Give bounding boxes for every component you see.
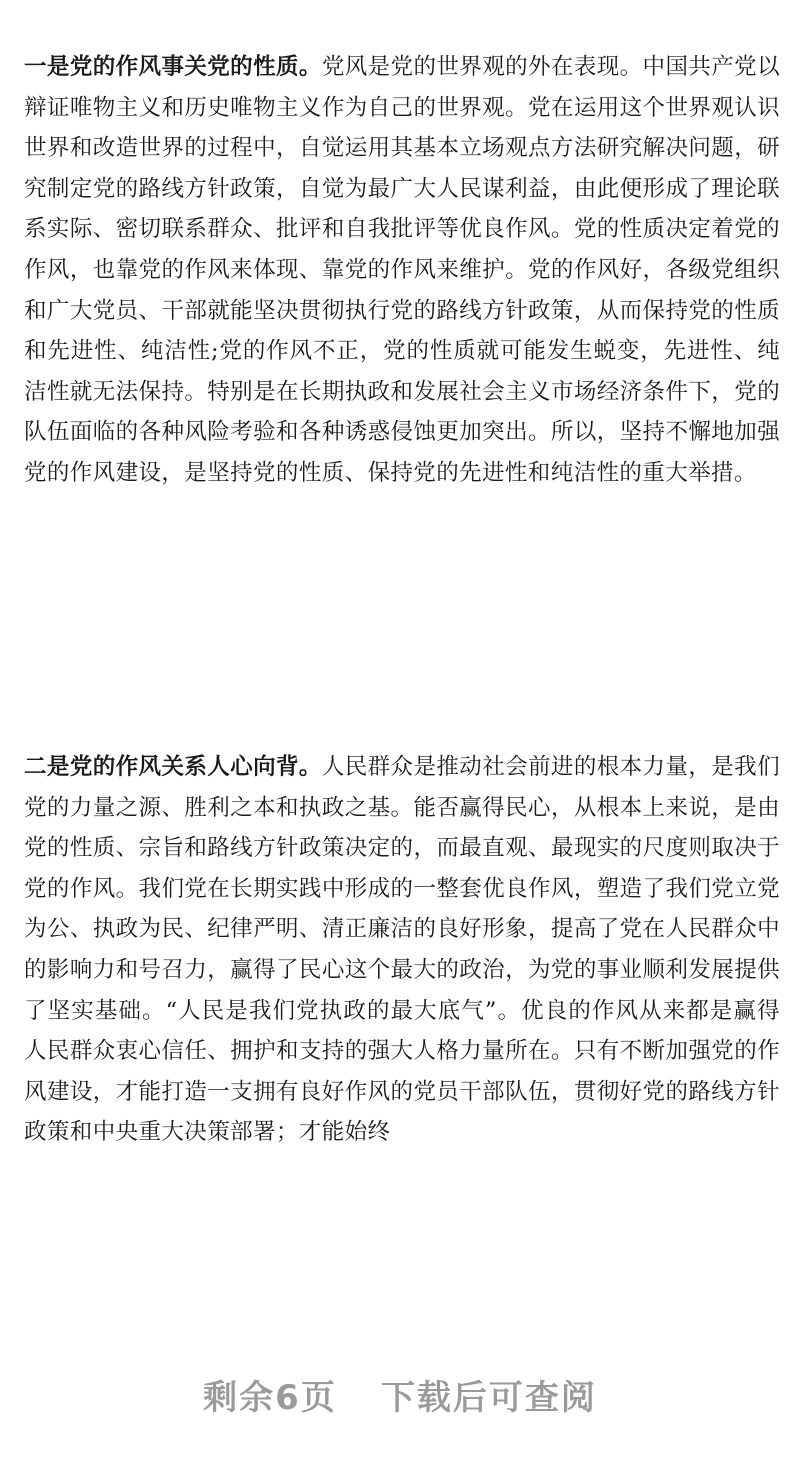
- download-prompt-label[interactable]: 下载后可查阅: [380, 1378, 597, 1418]
- paragraph-lead-heading: 一是党的作风事关党的性质。: [24, 54, 322, 80]
- download-banner[interactable]: [0, 1370, 800, 1419]
- remaining-pages-label: 剩余6页: [203, 1378, 337, 1418]
- paragraph-party-style-and-popular-support: [24, 747, 780, 1153]
- paragraph-body-text: 党风是党的世界观的外在表现。中国共产党以辩证唯物主义和历史唯物主义作为自己的世界观。党在运用这个世界观认识世界和改造世界的过程中，自觉运用其基本立场观点方法研究解决问题，研究制定党的路线方针政策，自觉为最广大人民谋利益，由此便形成了理论联系实际、密切联系群众、批评和自我批评等优良作风。党的性质决定着党的作风，也靠党的作风来体现、靠党的作风来维护。党的作风好，各级党组织和广大党员、干部就能坚决贯彻执行党的路线方针政策，从而保持党的性质和先进性、纯洁性;党的作风不正，党的性质就可能发生蜕变，先进性、纯洁性就无法保持。特别是在长期执政和发展社会主义市场经济条件下，党的队伍面临的各种风险考验和各种诱惑侵蚀更加突出。所以，坚持不懈地加强党的作风建设，是坚持党的性质、保持党的先进性和纯洁性的重大举措。: [24, 54, 780, 486]
- paragraph-body-text: 人民群众是推动社会前进的根本力量，是我们党的力量之源、胜利之本和执政之基。能否赢得民心，从根本上来说，是由党的性质、宗旨和路线方针政策决定的，而最直观、最现实的尺度则取决于党的作风。我们党在长期实践中形成的一整套优良作风，塑造了我们党立党为公、执政为民、纪律严明、清正廉洁的良好形象，提高了党在人民群众中的影响力和号召力，赢得了民心这个最大的政治，为党的事业顺利发展提供了坚实基础。“人民是我们党执政的最大底气”。优良的作风从来都是赢得人民群众衷心信任、拥护和支持的强大人格力量所在。只有不断加强党的作风建设，才能打造一支拥有良好作风的党员干部队伍，贯彻好党的路线方针政策和中央重大决策部署；才能始终: [24, 754, 780, 1146]
- paragraph-party-style-and-nature: [24, 47, 780, 494]
- paragraph-lead-heading: 二是党的作风关系人心向背。: [24, 754, 322, 780]
